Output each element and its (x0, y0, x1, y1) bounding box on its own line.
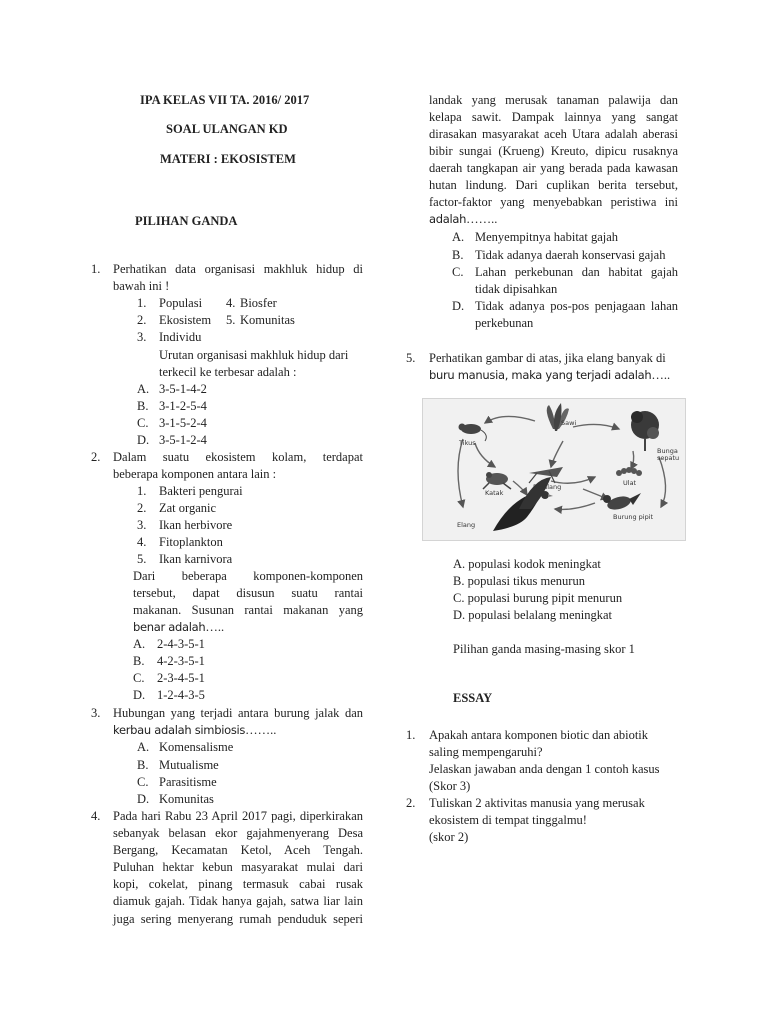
question-number: 5. (406, 351, 416, 365)
question-text (113, 722, 276, 739)
option-text: D. populasi belalang meningkat (453, 608, 612, 622)
option-letter: C. (452, 265, 464, 279)
question-text-part: kerbau adalah simbiosis (113, 723, 246, 737)
question-text: daerah tangkapan air yang berada pada kawasan (429, 161, 678, 175)
option-text: A. populasi kodok meningkat (453, 557, 601, 571)
question-text: bibir sungai (Krueng) Kreuto, dipicu rusaknya (429, 144, 678, 158)
option-text: 2-4-3-5-1 (157, 637, 205, 651)
option-letter: B. (137, 399, 149, 413)
list-number: 5. (226, 313, 236, 327)
ellipsis: ….. (205, 620, 225, 634)
question-text: Tuliskan 2 aktivitas manusia yang merusak (429, 796, 645, 810)
label-elang: Elang (457, 521, 476, 529)
question-prompt: terkecil ke terbesar adalah : (159, 365, 297, 379)
option-text: 1-2-4-3-5 (157, 688, 205, 702)
option-text: Menyempitnya habitat gajah (475, 230, 619, 244)
list-item: Ekosistem (159, 313, 212, 327)
label-burung-pipit: Burung pipit (613, 513, 654, 521)
list-number: 3. (137, 330, 147, 344)
option-letter: D. (137, 433, 150, 447)
question-text: Puluhan hektar kebun masyarakat mulai dari (113, 860, 363, 874)
question-text-part: adalah (429, 212, 467, 226)
option-letter: A. (137, 740, 150, 754)
question-text: juga sering menyerang rumah penduduk seperi (113, 912, 363, 926)
list-number: 3. (137, 518, 147, 532)
label-belalang: Belalang (533, 483, 562, 491)
list-item: Populasi (159, 296, 203, 310)
ellipsis: …….. (466, 212, 498, 226)
option-letter: A. (452, 230, 465, 244)
question-number: 2. (91, 450, 101, 464)
option-text: 3-5-1-4-2 (159, 382, 207, 396)
question-score: (Skor 3) (429, 779, 471, 793)
option-letter: B. (133, 654, 145, 668)
option-letter: C. (137, 775, 149, 789)
option-text: B. populasi tikus menurun (453, 574, 585, 588)
list-number: 2. (137, 501, 147, 515)
list-item: Fitoplankton (159, 535, 223, 549)
option-text: 3-1-2-5-4 (159, 399, 207, 413)
list-number: 5. (137, 552, 147, 566)
question-number: 1. (406, 728, 416, 742)
option-text: 3-5-1-2-4 (159, 433, 207, 447)
option-letter: C. (137, 416, 149, 430)
option-text: perkebunan (475, 316, 534, 330)
option-text: Tidak adanya daerah konservasi gajah (475, 248, 666, 262)
question-text: factor-faktor yang menyebabkan peristiwa ini (429, 195, 678, 209)
hibiscus-icon (631, 411, 659, 451)
question-text: kopi, cokelat, pinang termasuk cabai rusak (113, 877, 363, 891)
option-letter: B. (452, 248, 464, 262)
list-number: 4. (137, 535, 147, 549)
question-number: 1. (91, 262, 101, 276)
option-text: C. populasi burung pipit menurun (453, 591, 623, 605)
option-text: 3-1-5-2-4 (159, 416, 207, 430)
question-prompt: makanan. Susunan rantai makanan yang (133, 603, 363, 617)
label-tikus: Tikus (459, 439, 476, 447)
section-heading-essay: ESSAY (453, 691, 493, 705)
question-text-part: buru manusia, maka yang terjadi adalah (429, 368, 652, 382)
option-text: tidak dipisahkan (475, 282, 558, 296)
question-text: Dalam suatu ekosistem kolam, terdapat (113, 450, 363, 464)
question-text: beberapa komponen antara lain : (113, 467, 277, 481)
question-text: Perhatikan gambar di atas, jika elang banyak di (429, 351, 666, 365)
caterpillar-icon (616, 467, 642, 476)
list-item: Ikan herbivore (159, 518, 233, 532)
frog-icon (483, 472, 511, 489)
doc-topic: MATERI : EKOSISTEM (160, 152, 296, 166)
option-letter: D. (137, 792, 150, 806)
label-ulat: Ulat (623, 479, 637, 487)
prompt-text: benar adalah (133, 620, 206, 634)
option-letter: D. (452, 299, 465, 313)
option-letter: B. (137, 758, 149, 772)
question-text: landak yang merusak tanaman palawija dan (429, 93, 678, 107)
question-text (429, 367, 670, 384)
option-text: Mutualisme (159, 758, 219, 772)
question-score: (skor 2) (429, 830, 469, 844)
question-text: hutan lindung. Dari cuplikan berita tersebut, (429, 178, 678, 192)
option-text: 2-3-4-5-1 (157, 671, 205, 685)
list-number: 2. (137, 313, 147, 327)
question-text: ekosistem di tempat tinggalmu! (429, 813, 587, 827)
food-web-diagram (423, 399, 685, 540)
question-text: Pada hari Rabu 23 April 2017 pagi, diperkirakan (113, 809, 363, 823)
label-sawi: Sawi (561, 419, 577, 427)
question-text: Bergang, Kecamatan Ketol, Aceh Tengah. (113, 843, 363, 857)
option-text: Komunitas (159, 792, 214, 806)
list-item: Bakteri pengurai (159, 484, 243, 498)
option-text: Tidak adanya pos-pos penjagaan lahan (475, 299, 678, 313)
question-text: bawah ini ! (113, 279, 170, 293)
option-text: 4-2-3-5-1 (157, 654, 205, 668)
option-text: Komensalisme (159, 740, 234, 754)
question-text: saling mempengaruhi? (429, 745, 543, 759)
option-text: Parasitisme (159, 775, 217, 789)
list-item: Individu (159, 330, 202, 344)
option-text: Lahan perkebunan dan habitat gajah (475, 265, 678, 279)
option-letter: A. (137, 382, 150, 396)
ellipsis: …….. (245, 723, 277, 737)
list-item: Zat organic (159, 501, 217, 515)
question-number: 3. (91, 706, 101, 720)
list-item: Biosfer (240, 296, 277, 310)
question-text: Apakah antara komponen biotic dan abiotik (429, 728, 649, 742)
option-letter: C. (133, 671, 145, 685)
label-sepatu: sepatu (657, 454, 680, 462)
list-number: 1. (137, 296, 147, 310)
label-bunga: Bunga (657, 447, 678, 455)
list-number: 1. (137, 484, 147, 498)
question-text: kelapa sawit. Dampak lainnya yang sangat (429, 110, 678, 124)
doc-subtitle: SOAL ULANGAN KD (166, 122, 288, 136)
food-web-image (422, 398, 686, 541)
question-number: 2. (406, 796, 416, 810)
section-heading-pilihan-ganda: PILIHAN GANDA (135, 214, 238, 228)
option-letter: D. (133, 688, 146, 702)
question-number: 4. (91, 809, 101, 823)
question-text: diamuk gajah. Tidak hanya gajah, satwa liar lain (113, 894, 363, 908)
list-item: Komunitas (240, 313, 295, 327)
question-text: Jelaskan jawaban anda dengan 1 contoh kasus (429, 762, 660, 776)
doc-title: IPA KELAS VII TA. 2016/ 2017 (140, 93, 310, 107)
question-prompt (133, 619, 224, 636)
question-prompt: tersebut, dapat disusun suatu rantai (133, 586, 363, 600)
list-item: Ikan karnivora (159, 552, 233, 566)
score-note: Pilihan ganda masing-masing skor 1 (453, 642, 635, 656)
option-letter: A. (133, 637, 146, 651)
list-number: 4. (226, 296, 236, 310)
question-text (429, 211, 497, 228)
question-text: Perhatikan data organisasi makhluk hidup di (113, 262, 363, 276)
question-text: sebanyak belasan ekor gajahmenyerang Desa (113, 826, 363, 840)
question-prompt: Dari beberapa komponen-komponen (133, 569, 363, 583)
question-text: dirasakan masyarakat aceh Utara adalah aberasi (429, 127, 678, 141)
sparrow-icon (603, 493, 641, 512)
question-text: Hubungan yang terjadi antara burung jalak dan (113, 706, 363, 720)
ellipsis: ….. (651, 368, 671, 382)
question-prompt: Urutan organisasi makhluk hidup dari (159, 348, 349, 362)
label-katak: Katak (485, 489, 504, 497)
